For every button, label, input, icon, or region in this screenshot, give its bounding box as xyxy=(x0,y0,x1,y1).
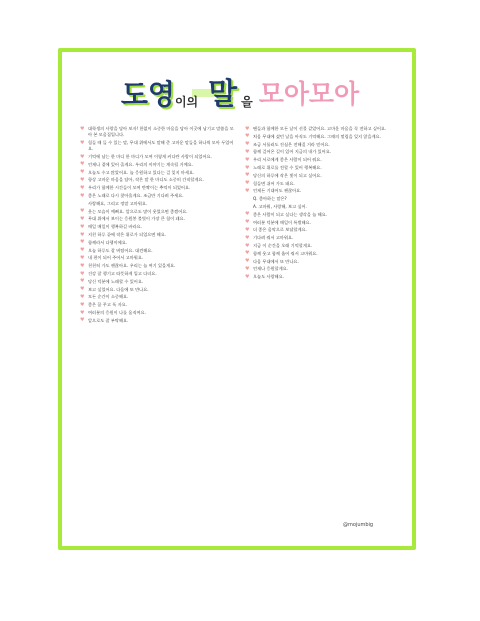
quote-item xyxy=(80,201,235,207)
quote-text: 언제든 기대어도 괜찮아요. xyxy=(253,188,302,194)
heart-icon: ♥ xyxy=(245,226,250,233)
heart-icon xyxy=(80,201,85,206)
quote-text: 무대 위에서 보이는 응원봉 불빛이 가장 큰 힘이 돼요. xyxy=(88,216,185,222)
quote-text: 함께 걸어온 길이 있어 지금의 내가 있어요. xyxy=(253,149,332,155)
heart-icon: ♥ xyxy=(80,231,85,238)
quote-text: A. 고마워, 사랑해, 보고 싶어. xyxy=(253,203,307,209)
quote-item xyxy=(80,294,235,300)
quote-text: 함께라서 다행이에요. xyxy=(88,239,128,245)
quote-text: 모든 순간이 소중해요. xyxy=(88,294,129,300)
quote-item xyxy=(80,140,235,152)
heart-icon: ♥ xyxy=(245,180,250,187)
quote-text: 오늘도 사랑해요. xyxy=(253,274,284,280)
quote-item xyxy=(245,134,400,140)
quote-text: 언제나 곁에 있어 줄게요. 우리의 이야기는 계속될 거예요. xyxy=(88,161,194,167)
quote-text: 앞으로도 잘 부탁해요. xyxy=(88,317,129,323)
heart-icon: ♥ xyxy=(80,247,85,254)
heart-icon: ♥ xyxy=(245,211,250,218)
title-moamoa: 모아모아 xyxy=(258,80,360,110)
quote-text: 웃는 모습이 예뻐요. 앞으로도 많이 웃었으면 좋겠어요. xyxy=(88,208,188,214)
heart-icon: ♥ xyxy=(80,176,85,183)
quote-text: 언제나 응원할게요. xyxy=(253,266,289,272)
quote-item xyxy=(245,235,400,241)
quote-text: 좋은 사람이 되고 싶다는 생각을 늘 해요. xyxy=(253,211,328,217)
quote-text: 기다려 줘서 고마워요. xyxy=(253,235,294,241)
heart-icon: ♥ xyxy=(245,172,250,179)
quote-item xyxy=(80,310,235,316)
heart-icon: ♥ xyxy=(80,239,85,246)
quote-text: 지금 이 순간을 오래 기억할게요. xyxy=(253,242,313,248)
quote-item xyxy=(245,227,400,233)
heart-icon: ♥ xyxy=(245,265,250,272)
watermark: @mojumbig xyxy=(343,522,374,528)
heart-icon: ♥ xyxy=(80,192,85,199)
heart-icon: ♥ xyxy=(80,278,85,285)
quote-item xyxy=(245,149,400,155)
quote-item xyxy=(245,266,400,272)
quote-text: 건강 잘 챙기고 따뜻하게 입고 다녀요. xyxy=(88,270,157,276)
quote-item xyxy=(80,287,235,293)
title-mal-suffix: 을 xyxy=(241,95,253,109)
quote-text: 여러분 덕분에 매일이 특별해요. xyxy=(253,219,311,225)
page-title xyxy=(0,64,480,110)
quote-item xyxy=(245,212,400,218)
quote-item xyxy=(80,170,235,176)
title-name: 도영 xyxy=(120,78,175,111)
heart-icon: ♥ xyxy=(80,139,85,146)
heart-icon: ♥ xyxy=(245,164,250,171)
quote-item xyxy=(80,216,235,222)
heart-icon: ♥ xyxy=(245,133,250,140)
heart-icon: ♥ xyxy=(80,223,85,230)
quote-item xyxy=(245,243,400,249)
title-word-mal xyxy=(204,77,257,112)
quote-item xyxy=(80,255,235,261)
quote-text: 오늘 하루도 잘 버텼어요. 대견해요. xyxy=(88,247,153,253)
quote-text: 우리 서로에게 좋은 사람이 되어 줘요. xyxy=(253,157,322,163)
quote-item xyxy=(80,271,235,277)
quote-item xyxy=(80,177,235,183)
title-name-suffix: 이의 xyxy=(174,95,199,109)
quote-item xyxy=(245,251,400,257)
quote-text: 항상 고마운 마음을 담아, 작은 말 한 마디도 소중히 간직할게요. xyxy=(88,177,204,183)
heart-icon: ♥ xyxy=(245,125,250,132)
heart-icon: ♥ xyxy=(80,184,85,191)
quote-text: 처음 무대에 섰던 날을 아직도 기억해요. 그때의 떨림을 잊지 않을게요. xyxy=(253,133,381,139)
heart-icon: ♥ xyxy=(245,250,250,257)
quote-text: 당신 덕분에 노래할 수 있어요. xyxy=(88,278,144,284)
quote-text: 천천히 가도 괜찮아요. 우리는 늘 여기 있을게요. xyxy=(88,263,176,269)
quote-item xyxy=(80,162,235,168)
heart-icon: ♥ xyxy=(245,273,250,280)
heart-icon: ♥ xyxy=(80,293,85,300)
heart-icon: ♥ xyxy=(80,153,85,160)
quote-text: 더 좋은 음악으로 보답할게요. xyxy=(253,227,307,233)
quote-item xyxy=(80,154,235,160)
quote-item xyxy=(80,209,235,215)
quote-text: 힘들면 쉬어 가도 돼요. xyxy=(253,180,295,186)
quote-item xyxy=(245,157,400,163)
heart-icon: ♥ xyxy=(80,309,85,316)
quote-item xyxy=(80,240,235,246)
quote-item xyxy=(80,193,235,199)
heart-icon: ♥ xyxy=(80,208,85,215)
quote-item xyxy=(245,220,400,226)
quote-text: 힘들 때 들 수 있는 말, 무대 위에서도 말해 준 고마운 말들을 하나씩 모아 두었어요. xyxy=(88,140,234,152)
quote-item xyxy=(245,126,400,132)
heart-icon: ♥ xyxy=(245,187,250,194)
heart-icon: ♥ xyxy=(245,141,250,148)
quote-item xyxy=(245,165,400,171)
quote-item xyxy=(245,181,400,187)
quote-text: Q. 좋아하는 말은? xyxy=(253,196,287,202)
heart-icon: ♥ xyxy=(80,262,85,269)
quote-item xyxy=(80,185,235,191)
quote-text: 여러분의 응원이 나를 움직여요. xyxy=(88,309,146,315)
quote-text: 다음 무대에서 또 만나요. xyxy=(253,258,299,264)
quote-text: 노래로 위로를 전할 수 있어 행복해요. xyxy=(253,164,322,170)
heart-icon: ♥ xyxy=(80,270,85,277)
heart-icon: ♥ xyxy=(80,169,85,176)
quote-item xyxy=(80,263,235,269)
quote-text: 사랑해요, 그리고 정말 고마워요. xyxy=(88,200,148,206)
title-word-moa xyxy=(259,80,359,110)
quote-item xyxy=(80,248,235,254)
quote-text: 기억에 남는 한 마디 한 마디가 모여 이렇게 커다란 사랑이 되었어요. xyxy=(88,154,212,159)
heart-icon: ♥ xyxy=(245,148,250,155)
quote-item xyxy=(245,274,400,280)
quote-text: 팬들과 함께한 모든 날이 선물 같았어요. 고마운 마음을 꼭 전하고 싶어요. xyxy=(253,126,387,131)
heart-icon xyxy=(245,197,250,202)
heart-icon: ♥ xyxy=(80,125,85,132)
quote-text: 보고 싶었어요. 다음에 또 만나요. xyxy=(88,286,149,292)
quote-text: 조금 서툴러도 진심은 전해질 거라 믿어요. xyxy=(253,141,330,147)
quote-item xyxy=(80,302,235,308)
quote-text: 좋은 노래로 다시 찾아올게요. 조금만 기다려 주세요. xyxy=(88,192,184,198)
quote-text: 함께 웃고 함께 울어 줘서 고마워요. xyxy=(253,250,318,256)
quote-text: 좋은 꿈 꾸고 푹 자요. xyxy=(88,302,128,308)
heart-icon: ♥ xyxy=(245,234,250,241)
heart-icon: ♥ xyxy=(245,219,250,226)
quote-text: 지친 하루 끝에 작은 위로가 되었으면 해요. xyxy=(88,231,167,237)
title-word-name xyxy=(121,80,202,110)
quote-text: 당신의 하루에 작은 빛이 되고 싶어요. xyxy=(253,172,322,178)
heart-icon: ♥ xyxy=(245,242,250,249)
right-column xyxy=(245,126,400,518)
quote-text: 대학생의 사랑을 담아 보자! 한없이 소중한 마음을 담아 이곳에 남기고 말씀을 모아 본 모음집입니다. xyxy=(88,126,234,138)
left-column xyxy=(80,126,235,518)
quote-item xyxy=(245,173,400,179)
quote-text: 매일 매일이 행복하길 바라요. xyxy=(88,224,142,230)
quote-item xyxy=(245,142,400,148)
heart-icon: ♥ xyxy=(80,301,85,308)
heart-icon: ♥ xyxy=(80,317,85,324)
quote-item xyxy=(80,279,235,285)
heart-icon xyxy=(245,205,250,210)
quote-text: 내 편이 되어 주어서 고마워요. xyxy=(88,255,144,261)
heart-icon: ♥ xyxy=(80,254,85,261)
quote-item xyxy=(80,232,235,238)
quote-item xyxy=(80,318,235,324)
heart-icon: ♥ xyxy=(80,286,85,293)
quote-text: 우리가 함께한 시간들이 모여 반짝이는 추억이 되었어요. xyxy=(88,185,191,191)
quote-item xyxy=(245,204,400,210)
quote-item xyxy=(245,259,400,265)
heart-icon: ♥ xyxy=(80,161,85,168)
quote-text: 오늘도 수고 많았어요. 늘 응원하고 있다는 걸 잊지 마세요. xyxy=(88,169,195,175)
heart-icon: ♥ xyxy=(245,258,250,265)
heart-icon: ♥ xyxy=(245,156,250,163)
quote-item xyxy=(245,188,400,194)
quote-content xyxy=(80,126,400,518)
title-mal: 말 xyxy=(208,77,238,112)
quote-item xyxy=(80,224,235,230)
heart-icon: ♥ xyxy=(80,215,85,222)
quote-item xyxy=(80,126,235,138)
quote-item xyxy=(245,196,400,202)
